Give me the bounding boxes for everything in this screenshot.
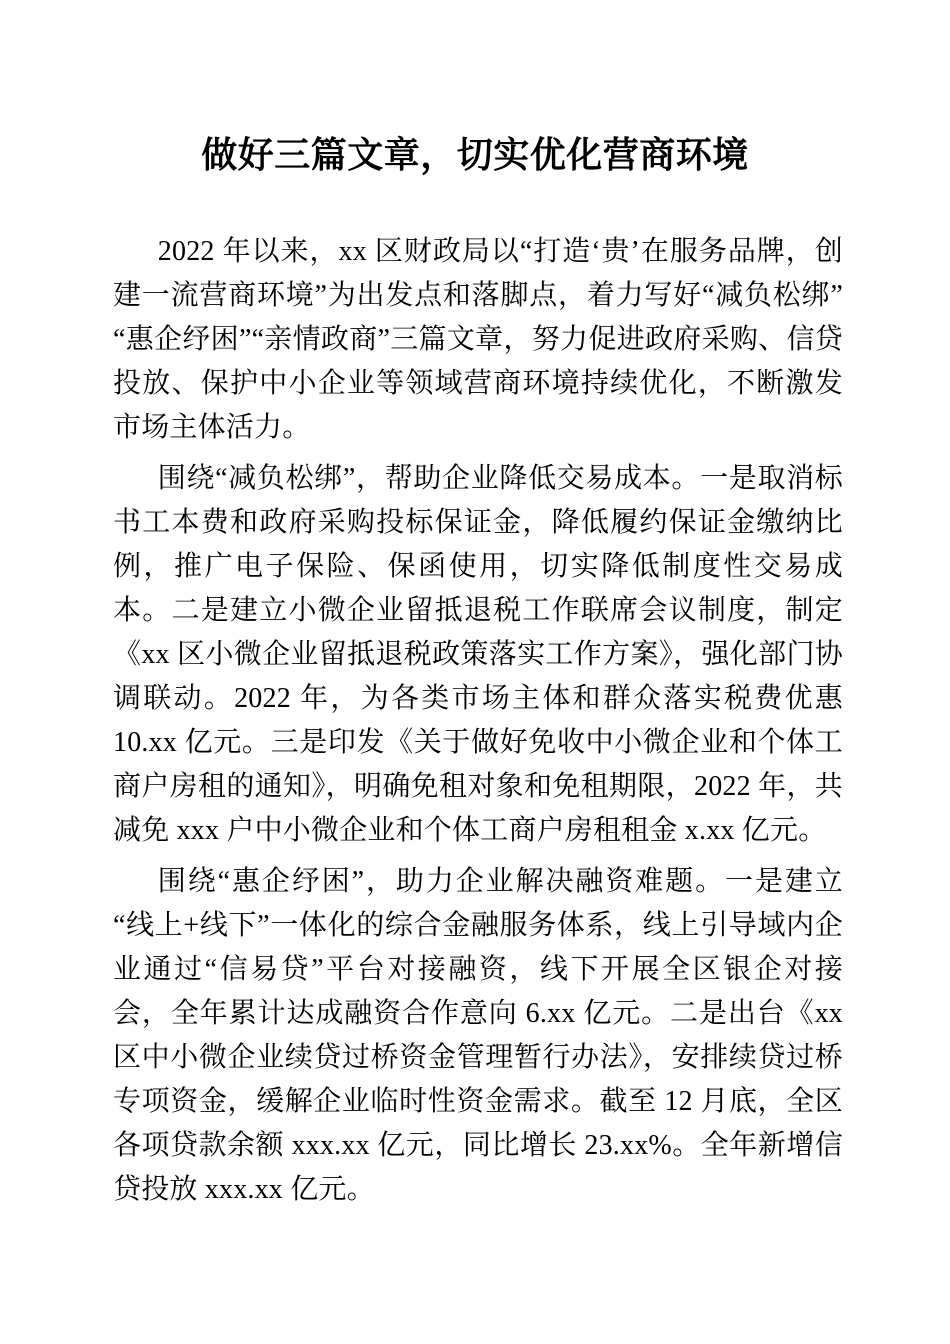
paragraph-jianfu-songbang: 围绕“减负松绑”，帮助企业降低交易成本。一是取消标书工本费和政府采购投标保证金，降低履约保证金缴纳比例，推广电子保险、保函使用，切实降低制度性交易成本。二是建立小微企业留抵退税工作联席会议制度，制定《xx 区小微企业留抵退税政策落实工作方案》，强化部门协调联动。2022 年，为各类市场主体和群众落实税费优惠 10.xx 亿元。三是印发《关于做好免收中小微企业和个体工商户房租的通知》，明确免租对象和免租期限，2022 年，共减免 xxx 户中小微企业和个体工商户房租租金 x.xx 亿元。	[113, 463, 843, 846]
paragraph-intro: 2022 年以来，xx 区财政局以“打造‘贵’在服务品牌，创建一流营商环境”为出发点和落脚点，着力写好“减负松绑”“惠企纾困”“亲情政商”三篇文章，努力促进政府采购、信贷投放、保护中小企业等领域营商环境持续优化，不断激发市场主体活力。	[113, 236, 843, 443]
document-body	[113, 230, 843, 1212]
document-title: 做好三篇文章，切实优化营商环境	[201, 135, 749, 175]
paragraph-huiqi-shukun: 围绕“惠企纾困”，助力企业解决融资难题。一是建立“线上+线下”一体化的综合金融服务体系，线上引导域内企业通过“信易贷”平台对接融资，线下开展全区银企对接会，全年累计达成融资合作意向 6.xx 亿元。二是出台《xx 区中小微企业续贷过桥资金管理暂行办法》，安排续贷过桥专项资金，缓解企业临时性资金需求。截至 12 月底，全区各项贷款余额 xxx.xx 亿元，同比增长 23.xx%。全年新增信贷投放 xxx.xx 亿元。	[113, 866, 843, 1205]
